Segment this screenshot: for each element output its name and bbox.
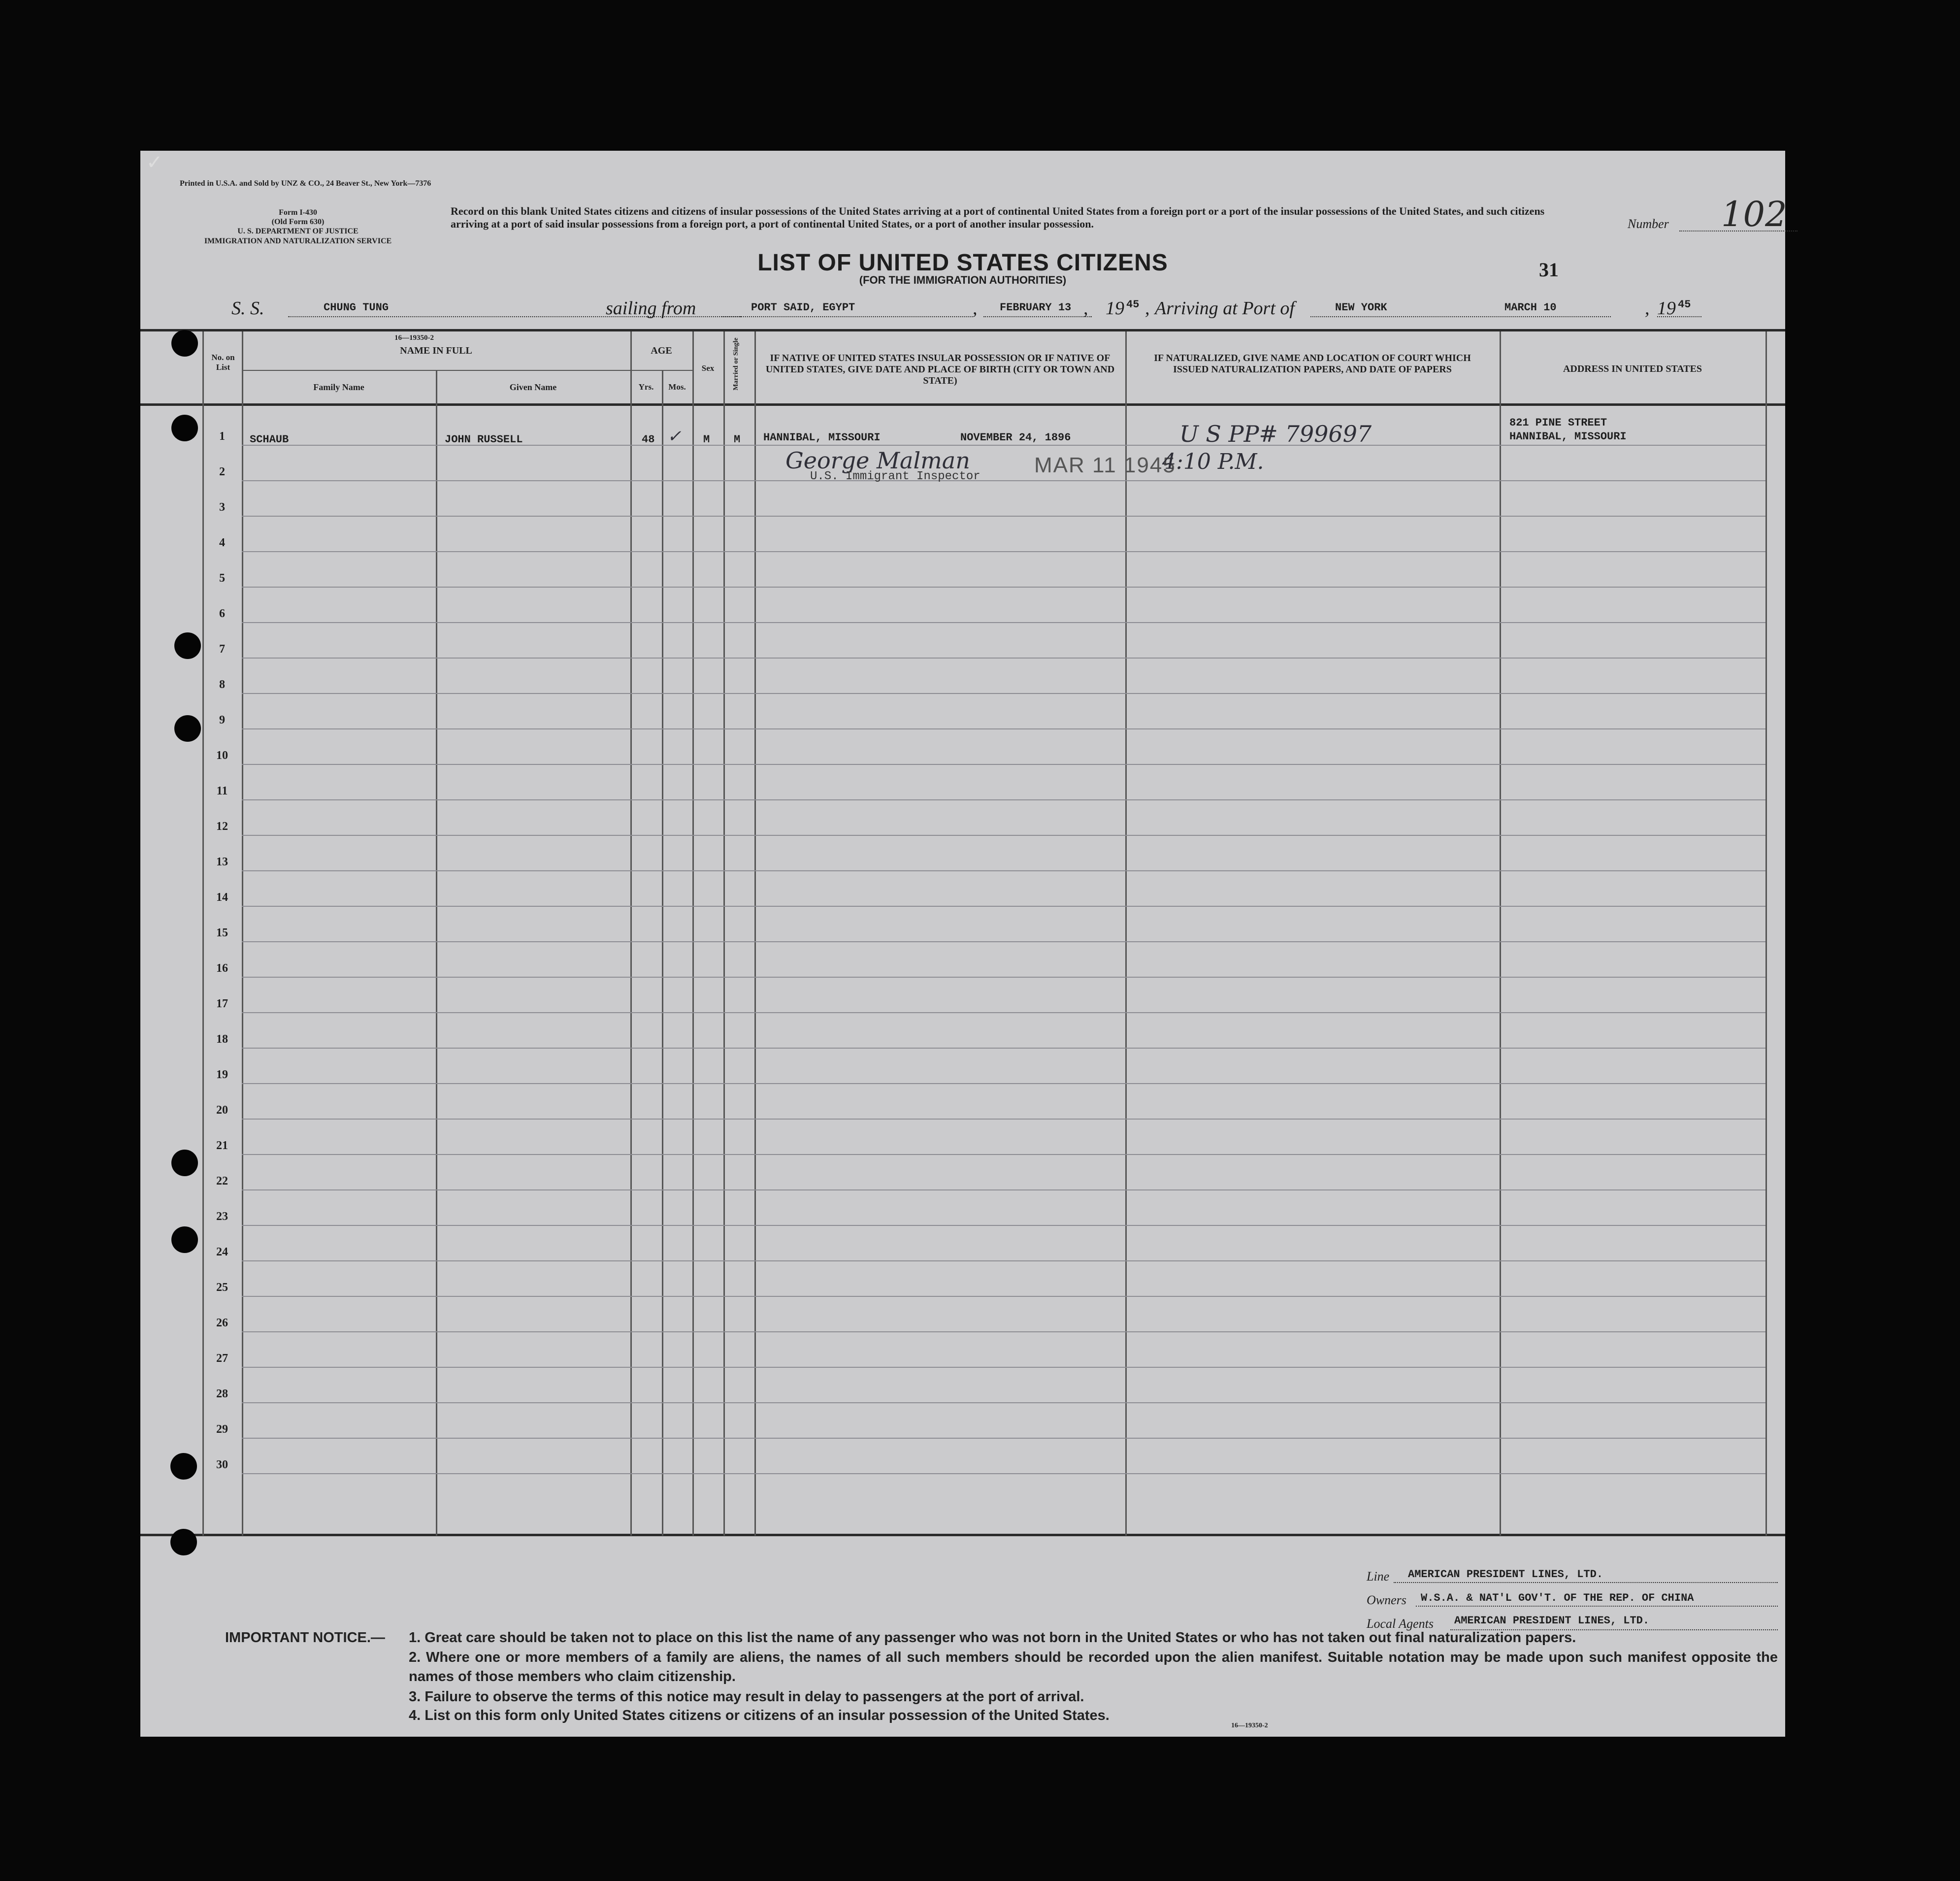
- row-line: [242, 693, 1765, 694]
- row-line: [242, 1438, 1765, 1439]
- comma: ,: [1645, 298, 1650, 319]
- check-mark: ✓: [146, 151, 163, 173]
- entry-address-line2: HANNIBAL, MISSOURI: [1509, 430, 1627, 443]
- form-number: Form I-430: [279, 208, 317, 217]
- row-line: [242, 764, 1765, 765]
- row-line: [242, 799, 1765, 800]
- row-number: 5: [219, 572, 225, 585]
- col-divider: [1765, 331, 1767, 1536]
- col-divider: [436, 370, 437, 1536]
- punch-hole: [174, 632, 201, 659]
- number-label: Number: [1628, 217, 1669, 231]
- row-line: [242, 1260, 1765, 1261]
- col-family-name-header: Family Name: [313, 382, 364, 392]
- line-underline: [1394, 1582, 1778, 1583]
- row-number: 6: [219, 607, 225, 620]
- row-number: 28: [216, 1387, 228, 1400]
- col-divider: [242, 331, 243, 1536]
- form-code-small: 16—19350-2: [394, 334, 434, 342]
- printer-line: Printed in U.S.A. and Sold by UNZ & CO., 24 Beaver St., New York—7376: [180, 179, 431, 188]
- col-divider: [754, 331, 756, 1536]
- row-number: 27: [216, 1352, 228, 1365]
- page-title: LIST OF UNITED STATES CITIZENS: [757, 250, 1168, 276]
- entry-address-line1: 821 PINE STREET: [1509, 417, 1607, 429]
- row-line: [242, 977, 1765, 978]
- manifest-page: [140, 151, 1785, 1737]
- punch-hole: [174, 715, 201, 742]
- department-name: U. S. DEPARTMENT OF JUSTICE: [237, 227, 359, 236]
- row-number: 4: [219, 536, 225, 549]
- row-number: 1: [219, 430, 225, 443]
- departure-date-line: [983, 316, 1092, 317]
- col-address-header: ADDRESS IN UNITED STATES: [1563, 363, 1702, 374]
- punch-hole: [171, 1226, 198, 1253]
- row-number: 22: [216, 1175, 228, 1188]
- row-number: 19: [216, 1068, 228, 1081]
- row-number: 21: [216, 1139, 228, 1152]
- record-instructions: Record on this blank United States citizens and citizens of insular possessions of the United States arriving at a port of continental United States from a foreign port or a port of the insular possessions of the United States, and such citizens arriving at a port of said insular possessions from a foreign port, a port of continental United States, or a port of another insular possession.: [451, 205, 1545, 231]
- row-line: [242, 728, 1765, 729]
- col-given-name-header: Given Name: [509, 382, 557, 392]
- notice-item-4: 4. List on this form only United States citizens or citizens of an insular possession of the United States.: [409, 1708, 1110, 1723]
- row-line: [242, 587, 1765, 588]
- departure-date: FEBRUARY 13: [1000, 301, 1072, 314]
- col-no-header: No. on List: [211, 353, 235, 372]
- row-line: [242, 1402, 1765, 1403]
- arrival-year-prefix: 19: [1657, 298, 1676, 319]
- row-line: [242, 1225, 1765, 1226]
- subheader-rule: [242, 370, 692, 371]
- row-number: 14: [216, 891, 228, 904]
- arrival-port-line: [1310, 316, 1611, 317]
- row-number: 17: [216, 997, 228, 1010]
- row-number: 30: [216, 1458, 228, 1471]
- departure-year-prefix: 19: [1106, 298, 1124, 319]
- row-line: [242, 941, 1765, 942]
- row-line: [242, 658, 1765, 659]
- row-line: [242, 1083, 1765, 1084]
- row-number: 13: [216, 856, 228, 868]
- row-line: [242, 1331, 1765, 1332]
- row-number: 12: [216, 820, 228, 833]
- row-line: [242, 1154, 1765, 1155]
- departure-year: 45: [1126, 298, 1140, 311]
- service-name: IMMIGRATION AND NATURALIZATION SERVICE: [204, 236, 392, 245]
- col-naturalized-header: IF NATURALIZED, GIVE NAME AND LOCATION OF COURT WHICH ISSUED NATURALIZATION PAPERS, AND DATE OF PAPERS: [1154, 353, 1471, 375]
- row-line: [242, 1119, 1765, 1120]
- owners-value: W.S.A. & NAT'L GOV'T. OF THE REP. OF CHINA: [1421, 1592, 1694, 1604]
- row-number: 10: [216, 749, 228, 762]
- punch-hole: [170, 1453, 197, 1480]
- old-form-number: (Old Form 630): [271, 218, 325, 227]
- entry-birth-date: NOVEMBER 24, 1896: [960, 431, 1071, 444]
- col-divider: [692, 331, 694, 1536]
- inspector-signature: George Malman: [785, 447, 970, 474]
- entry-age-months-check: ✓: [667, 427, 682, 446]
- row-line: [242, 480, 1765, 481]
- notice-item-1: 1. Great care should be taken not to place on this list the name of any passenger who was not born in the United States or who has not taken out final naturalization papers.: [409, 1630, 1576, 1646]
- row-number: 26: [216, 1317, 228, 1329]
- header-bottom-rule: [140, 403, 1785, 406]
- owners-underline: [1416, 1606, 1778, 1607]
- page-stamp-number: 31: [1539, 259, 1559, 281]
- punch-hole: [171, 1150, 198, 1176]
- col-birth-header: IF NATIVE OF UNITED STATES INSULAR POSSESSION OR IF NATIVE OF UNITED STATES, GIVE DATE AND PLACE OF BIRTH (CITY OR TOWN AND STATE): [765, 353, 1115, 386]
- entry-birth-place: HANNIBAL, MISSOURI: [763, 431, 881, 444]
- entry-given-name: JOHN RUSSELL: [445, 433, 523, 446]
- col-divider: [1125, 331, 1127, 1536]
- row-line: [242, 551, 1765, 552]
- col-divider: [630, 331, 632, 1536]
- ship-name: CHUNG TUNG: [324, 301, 389, 314]
- punch-hole: [171, 330, 198, 357]
- entry-sex: M: [703, 433, 710, 446]
- row-line: [242, 906, 1765, 907]
- agents-value: AMERICAN PRESIDENT LINES, LTD.: [1454, 1615, 1650, 1627]
- row-line: [242, 870, 1765, 871]
- row-number: 25: [216, 1281, 228, 1294]
- row-number: 8: [219, 678, 225, 691]
- row-line: [242, 622, 1765, 623]
- notice-heading: IMPORTANT NOTICE.—: [225, 1630, 385, 1646]
- row-line: [242, 1473, 1765, 1474]
- line-value: AMERICAN PRESIDENT LINES, LTD.: [1408, 1568, 1603, 1581]
- col-divider: [723, 331, 725, 1536]
- row-line: [242, 835, 1765, 836]
- arrival-year-line: [1657, 316, 1701, 317]
- row-line: [242, 1296, 1765, 1297]
- row-number: 15: [216, 926, 228, 939]
- list-number: 102: [1721, 194, 1787, 234]
- entry-age-years: 48: [642, 433, 655, 446]
- col-divider: [662, 370, 663, 1536]
- row-line: [242, 1367, 1765, 1368]
- col-married-header: Married or Single: [732, 337, 740, 391]
- comma: ,: [973, 298, 978, 319]
- row-line: [242, 1189, 1765, 1190]
- line-label: Line: [1367, 1569, 1390, 1584]
- row-number: 11: [216, 785, 228, 797]
- row-number: 3: [219, 501, 225, 514]
- row-number: 29: [216, 1423, 228, 1436]
- punch-hole: [170, 1529, 197, 1555]
- notice-item-2: 2. Where one or more members of a family are aliens, the names of all such members should be recorded upon the alien manifest. Suitable notation may be made upon such manifest opposite the names of those members who claim citizenship.: [409, 1650, 1778, 1685]
- row-number: 7: [219, 643, 225, 656]
- arrival-date: MARCH 10: [1504, 301, 1557, 314]
- inspection-date-stamp: MAR 11 1945: [1034, 453, 1176, 477]
- owners-label: Owners: [1367, 1593, 1406, 1607]
- arrival-port: NEW YORK: [1335, 301, 1387, 314]
- row-number: 23: [216, 1210, 228, 1223]
- col-mos-header: Mos.: [668, 382, 686, 392]
- entry-marital-status: M: [734, 433, 741, 446]
- row-line: [242, 516, 1765, 517]
- col-yrs-header: Yrs.: [638, 382, 654, 392]
- row-number: 16: [216, 962, 228, 975]
- row-number: 2: [219, 465, 225, 478]
- page-subtitle: (FOR THE IMMIGRATION AUTHORITIES): [859, 274, 1067, 286]
- table-top-rule: [140, 329, 1785, 331]
- sailing-from-port: PORT SAID, EGYPT: [751, 301, 855, 314]
- arriving-label: Arriving at Port of: [1155, 298, 1295, 319]
- sailing-from-line: [721, 316, 973, 317]
- row-line: [242, 1012, 1765, 1013]
- agents-label: Local Agents: [1367, 1617, 1434, 1631]
- row-line: [242, 1048, 1765, 1049]
- comma: ,: [1083, 298, 1088, 319]
- inspection-time: 4:10 P.M.: [1162, 449, 1264, 474]
- table-bottom-rule: [140, 1534, 1785, 1536]
- notice-item-3: 3. Failure to observe the terms of this notice may result in delay to passengers at the port of arrival.: [409, 1689, 1084, 1705]
- sailing-from-label: sailing from: [606, 298, 696, 319]
- footer-form-code: 16—19350-2: [1231, 1722, 1268, 1729]
- row-number: 20: [216, 1104, 228, 1117]
- col-sex-header: Sex: [701, 363, 715, 373]
- row-number: 9: [219, 714, 225, 726]
- row-number: 24: [216, 1246, 228, 1258]
- punch-hole: [171, 415, 198, 441]
- form-identification: [195, 208, 401, 246]
- inspector-title: U.S. Immigrant Inspector: [810, 470, 980, 483]
- row-number: 18: [216, 1033, 228, 1046]
- arrival-year: 45: [1678, 298, 1691, 311]
- col-divider: [1500, 331, 1501, 1536]
- col-age-header: AGE: [651, 345, 672, 356]
- entry-family-name: SCHAUB: [250, 433, 289, 446]
- ss-label: S. S.: [231, 298, 264, 319]
- comma: ,: [1145, 298, 1150, 319]
- col-name-in-full-header: NAME IN FULL: [400, 345, 472, 356]
- entry-naturalization-note: U S PP# 799697: [1179, 421, 1372, 447]
